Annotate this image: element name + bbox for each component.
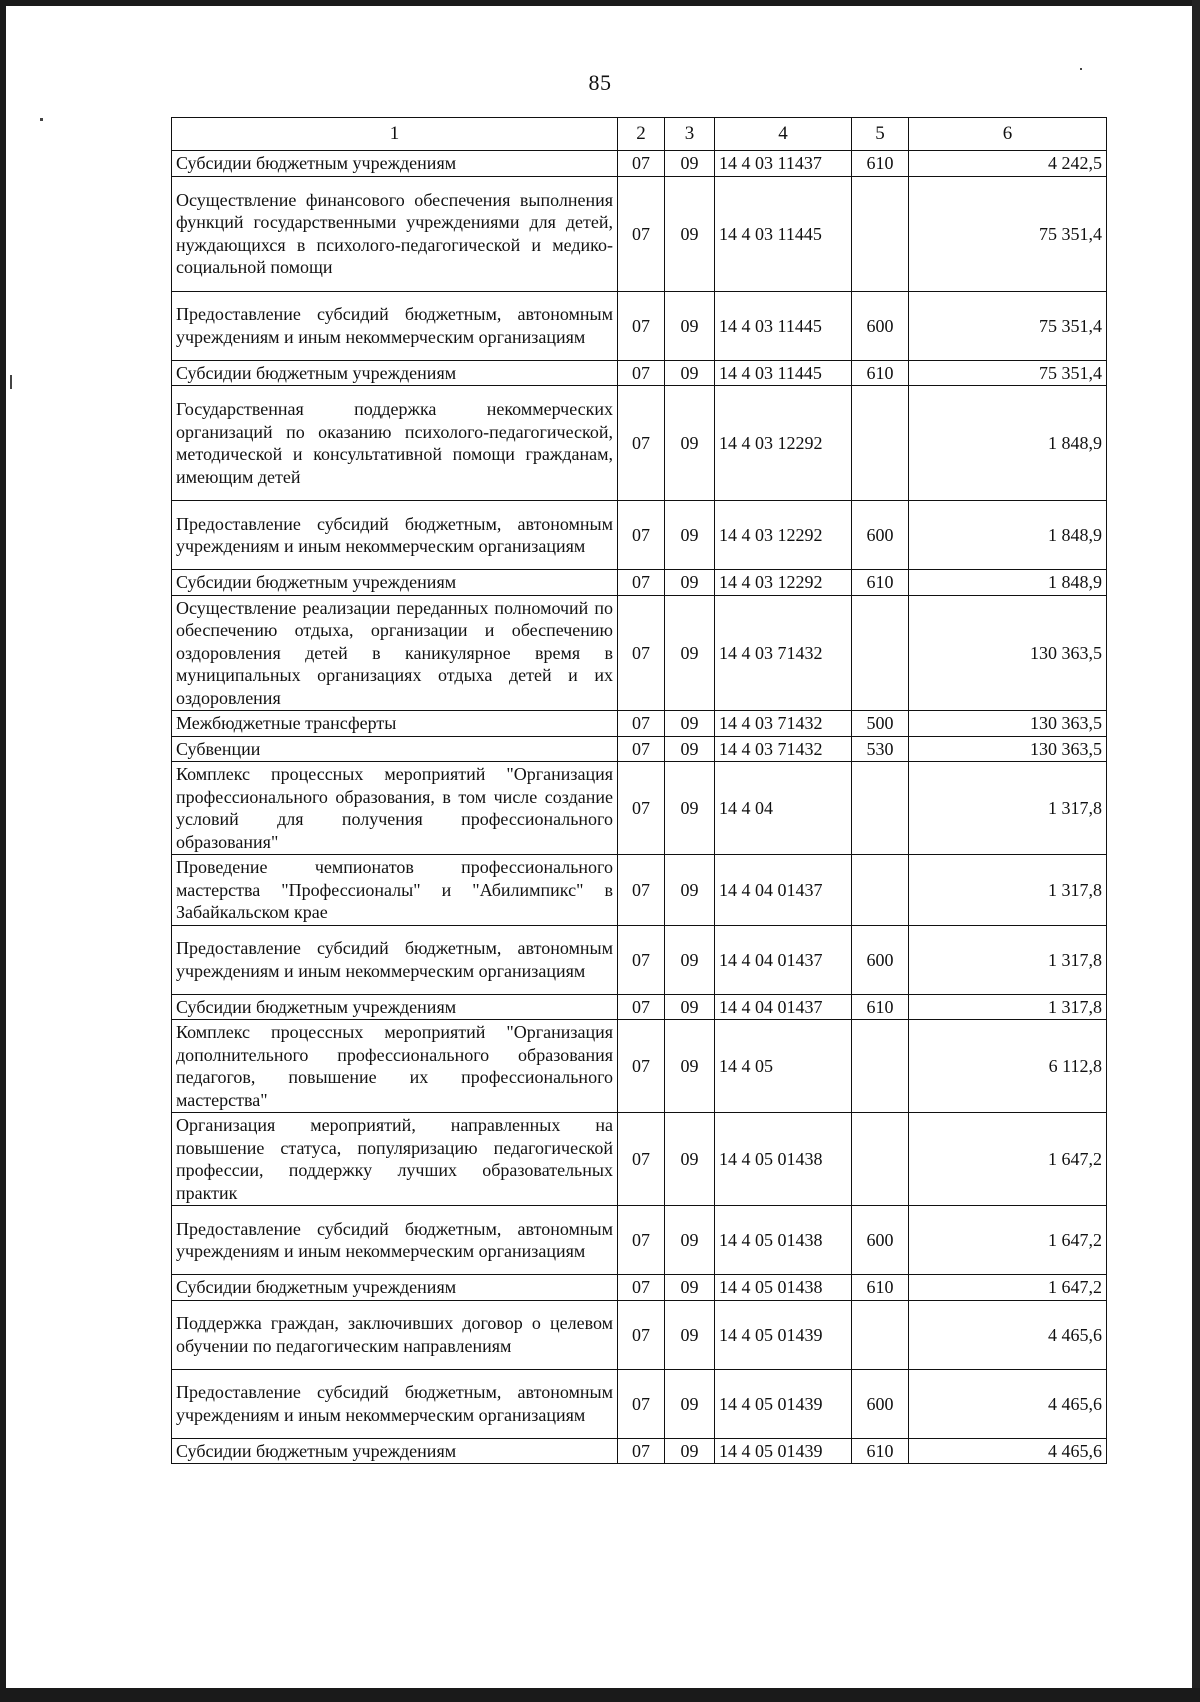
column-header: 6	[909, 118, 1107, 151]
row-name-cell: Комплекс процессных мероприятий "Организация профессионального образования, в том числе создание условий для получения профессионального образования"	[172, 762, 618, 855]
table-row	[172, 151, 1107, 177]
expense-type-cell	[852, 176, 909, 291]
scan-border-top	[0, 0, 1200, 6]
budget-table	[171, 117, 1107, 1464]
row-name-cell: Предоставление субсидий бюджетным, автономным учреждениям и иным некоммерческим организациям	[172, 1369, 618, 1438]
expense-type-cell: 600	[852, 1206, 909, 1275]
target-code-cell: 14 4 05 01438	[715, 1113, 852, 1206]
row-name-cell: Предоставление субсидий бюджетным, автономным учреждениям и иным некоммерческим организациям	[172, 925, 618, 994]
target-code-cell: 14 4 03 12292	[715, 501, 852, 570]
table-row	[172, 1275, 1107, 1301]
table-row	[172, 291, 1107, 360]
amount-cell: 1 848,9	[909, 386, 1107, 501]
subsection-cell: 09	[665, 595, 715, 711]
amount-cell: 4 465,6	[909, 1369, 1107, 1438]
target-code-cell: 14 4 03 12292	[715, 570, 852, 596]
section-cell: 07	[618, 595, 665, 711]
section-cell: 07	[618, 762, 665, 855]
table-row	[172, 1369, 1107, 1438]
table-row	[172, 1113, 1107, 1206]
row-name-cell: Предоставление субсидий бюджетным, автономным учреждениям и иным некоммерческим организациям	[172, 1206, 618, 1275]
subsection-cell: 09	[665, 1206, 715, 1275]
expense-type-cell	[852, 386, 909, 501]
expense-type-cell	[852, 595, 909, 711]
target-code-cell: 14 4 03 12292	[715, 386, 852, 501]
table-row	[172, 994, 1107, 1020]
amount-cell: 4 242,5	[909, 151, 1107, 177]
amount-cell: 1 317,8	[909, 925, 1107, 994]
scan-border-right	[1192, 0, 1200, 1702]
amount-cell: 1 848,9	[909, 501, 1107, 570]
subsection-cell: 09	[665, 360, 715, 386]
row-name-cell: Проведение чемпионатов профессионального мастерства "Профессионалы" и "Абилимпикс" в Забайкальском крае	[172, 855, 618, 926]
amount-cell: 1 317,8	[909, 762, 1107, 855]
target-code-cell: 14 4 05 01439	[715, 1369, 852, 1438]
table-row	[172, 501, 1107, 570]
scan-border-left	[0, 0, 6, 1702]
target-code-cell: 14 4 03 11445	[715, 176, 852, 291]
section-cell: 07	[618, 1369, 665, 1438]
row-name-cell: Субсидии бюджетным учреждениям	[172, 1275, 618, 1301]
row-name-cell: Осуществление реализации переданных полномочий по обеспечению отдыха, организации и обеспечению оздоровления детей в каникулярное время в муниципальных организациях отдыха детей и их оздоровления	[172, 595, 618, 711]
row-name-cell: Комплекс процессных мероприятий "Организация дополнительного профессионального образования педагогов, повышение их профессионального мастерства"	[172, 1020, 618, 1113]
table-row	[172, 1020, 1107, 1113]
target-code-cell: 14 4 03 11445	[715, 360, 852, 386]
subsection-cell: 09	[665, 386, 715, 501]
table-row	[172, 360, 1107, 386]
section-cell: 07	[618, 1275, 665, 1301]
subsection-cell: 09	[665, 711, 715, 737]
subsection-cell: 09	[665, 151, 715, 177]
subsection-cell: 09	[665, 736, 715, 762]
amount-cell: 75 351,4	[909, 291, 1107, 360]
table-row	[172, 386, 1107, 501]
row-name-cell: Предоставление субсидий бюджетным, автономным учреждениям и иным некоммерческим организациям	[172, 291, 618, 360]
row-name-cell: Предоставление субсидий бюджетным, автономным учреждениям и иным некоммерческим организациям	[172, 501, 618, 570]
target-code-cell: 14 4 04	[715, 762, 852, 855]
table-body	[172, 151, 1107, 1464]
expense-type-cell	[852, 855, 909, 926]
page-number: 85	[588, 70, 612, 95]
section-cell: 07	[618, 501, 665, 570]
expense-type-cell: 610	[852, 360, 909, 386]
target-code-cell: 14 4 05 01438	[715, 1275, 852, 1301]
column-header: 1	[172, 118, 618, 151]
header-row	[172, 118, 1107, 151]
section-cell: 07	[618, 151, 665, 177]
subsection-cell: 09	[665, 994, 715, 1020]
table-row	[172, 855, 1107, 926]
amount-cell: 6 112,8	[909, 1020, 1107, 1113]
amount-cell: 1 848,9	[909, 570, 1107, 596]
expense-type-cell: 610	[852, 1438, 909, 1464]
target-code-cell: 14 4 05	[715, 1020, 852, 1113]
row-name-cell: Субсидии бюджетным учреждениям	[172, 151, 618, 177]
section-cell: 07	[618, 1113, 665, 1206]
section-cell: 07	[618, 1438, 665, 1464]
column-header: 3	[665, 118, 715, 151]
row-name-cell: Государственная поддержка некоммерческих организаций по оказанию психолого-педагогической, методической и консультативной помощи гражданам, имеющим детей	[172, 386, 618, 501]
target-code-cell: 14 4 03 11437	[715, 151, 852, 177]
row-name-cell: Поддержка граждан, заключивших договор о целевом обучении по педагогическим направлениям	[172, 1300, 618, 1369]
subsection-cell: 09	[665, 855, 715, 926]
row-name-cell: Субвенции	[172, 736, 618, 762]
expense-type-cell: 600	[852, 501, 909, 570]
section-cell: 07	[618, 291, 665, 360]
table-row	[172, 570, 1107, 596]
expense-type-cell: 610	[852, 1275, 909, 1301]
section-cell: 07	[618, 925, 665, 994]
section-cell: 07	[618, 736, 665, 762]
section-cell: 07	[618, 570, 665, 596]
row-name-cell: Организация мероприятий, направленных на повышение статуса, популяризацию педагогической профессии, поддержку лучших образовательных практик	[172, 1113, 618, 1206]
row-name-cell: Субсидии бюджетным учреждениям	[172, 360, 618, 386]
section-cell: 07	[618, 855, 665, 926]
table-row	[172, 1206, 1107, 1275]
target-code-cell: 14 4 03 71432	[715, 736, 852, 762]
section-cell: 07	[618, 176, 665, 291]
amount-cell: 130 363,5	[909, 711, 1107, 737]
section-cell: 07	[618, 711, 665, 737]
target-code-cell: 14 4 03 71432	[715, 711, 852, 737]
subsection-cell: 09	[665, 1438, 715, 1464]
expense-type-cell: 600	[852, 291, 909, 360]
target-code-cell: 14 4 04 01437	[715, 855, 852, 926]
scan-speck	[40, 118, 43, 121]
subsection-cell: 09	[665, 1369, 715, 1438]
target-code-cell: 14 4 03 11445	[715, 291, 852, 360]
amount-cell: 1 317,8	[909, 994, 1107, 1020]
scan-border-bottom	[0, 1688, 1200, 1702]
expense-type-cell: 610	[852, 994, 909, 1020]
subsection-cell: 09	[665, 501, 715, 570]
expense-type-cell: 610	[852, 151, 909, 177]
expense-type-cell: 500	[852, 711, 909, 737]
target-code-cell: 14 4 04 01437	[715, 925, 852, 994]
target-code-cell: 14 4 04 01437	[715, 994, 852, 1020]
row-name-cell: Субсидии бюджетным учреждениям	[172, 570, 618, 596]
expense-type-cell	[852, 762, 909, 855]
amount-cell: 1 647,2	[909, 1206, 1107, 1275]
expense-type-cell: 610	[852, 570, 909, 596]
subsection-cell: 09	[665, 762, 715, 855]
amount-cell: 1 317,8	[909, 855, 1107, 926]
amount-cell: 1 647,2	[909, 1275, 1107, 1301]
section-cell: 07	[618, 386, 665, 501]
amount-cell: 4 465,6	[909, 1300, 1107, 1369]
scan-speck	[10, 375, 12, 389]
table-row	[172, 1300, 1107, 1369]
subsection-cell: 09	[665, 176, 715, 291]
subsection-cell: 09	[665, 1113, 715, 1206]
row-name-cell: Субсидии бюджетным учреждениям	[172, 994, 618, 1020]
subsection-cell: 09	[665, 1275, 715, 1301]
amount-cell: 4 465,6	[909, 1438, 1107, 1464]
target-code-cell: 14 4 05 01438	[715, 1206, 852, 1275]
expense-type-cell: 600	[852, 1369, 909, 1438]
table-row	[172, 711, 1107, 737]
column-header: 2	[618, 118, 665, 151]
section-cell: 07	[618, 1206, 665, 1275]
subsection-cell: 09	[665, 925, 715, 994]
expense-type-cell	[852, 1300, 909, 1369]
row-name-cell: Межбюджетные трансферты	[172, 711, 618, 737]
section-cell: 07	[618, 1020, 665, 1113]
section-cell: 07	[618, 1300, 665, 1369]
table-row	[172, 1438, 1107, 1464]
row-name-cell: Осуществление финансового обеспечения выполнения функций государственными учреждениями для детей, нуждающихся в психолого-педагогической и медико-социальной помощи	[172, 176, 618, 291]
amount-cell: 1 647,2	[909, 1113, 1107, 1206]
table-row	[172, 762, 1107, 855]
amount-cell: 130 363,5	[909, 595, 1107, 711]
amount-cell: 75 351,4	[909, 360, 1107, 386]
table-row	[172, 176, 1107, 291]
table-row	[172, 595, 1107, 711]
expense-type-cell	[852, 1020, 909, 1113]
row-name-cell: Субсидии бюджетным учреждениям	[172, 1438, 618, 1464]
column-header: 4	[715, 118, 852, 151]
expense-type-cell	[852, 1113, 909, 1206]
section-cell: 07	[618, 994, 665, 1020]
table-row	[172, 736, 1107, 762]
subsection-cell: 09	[665, 570, 715, 596]
expense-type-cell: 600	[852, 925, 909, 994]
target-code-cell: 14 4 03 71432	[715, 595, 852, 711]
expense-type-cell: 530	[852, 736, 909, 762]
target-code-cell: 14 4 05 01439	[715, 1438, 852, 1464]
section-cell: 07	[618, 360, 665, 386]
subsection-cell: 09	[665, 1300, 715, 1369]
table-row	[172, 925, 1107, 994]
subsection-cell: 09	[665, 1020, 715, 1113]
amount-cell: 130 363,5	[909, 736, 1107, 762]
column-header: 5	[852, 118, 909, 151]
target-code-cell: 14 4 05 01439	[715, 1300, 852, 1369]
amount-cell: 75 351,4	[909, 176, 1107, 291]
subsection-cell: 09	[665, 291, 715, 360]
